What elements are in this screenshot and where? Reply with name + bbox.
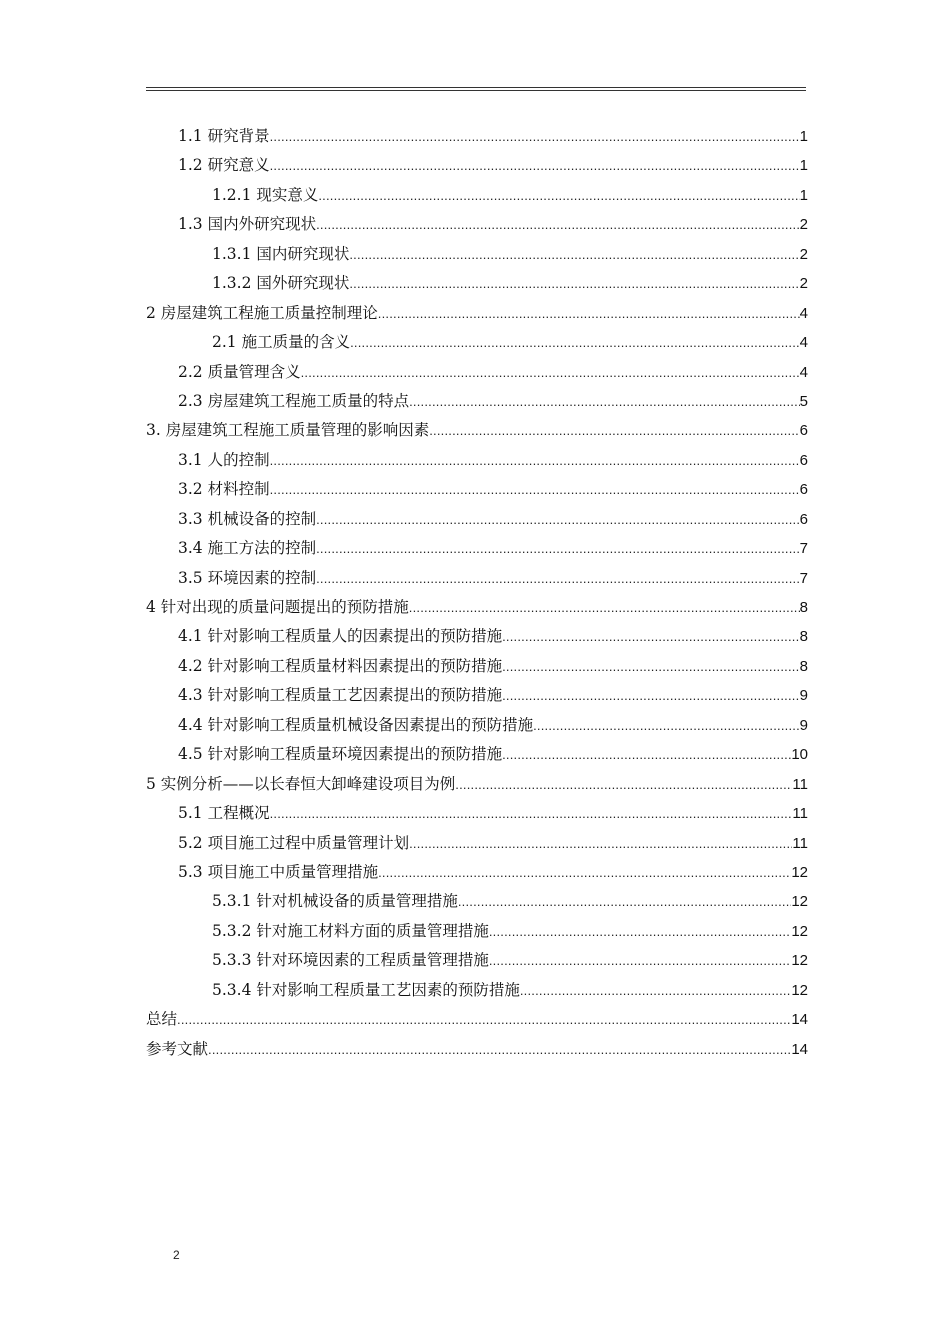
- toc-entry-page: 11: [792, 805, 808, 823]
- toc-dot-leader: [502, 681, 800, 710]
- toc-dot-leader: [316, 210, 800, 239]
- toc-entry-title: 1.2 研究意义: [178, 156, 270, 175]
- toc-entry[interactable]: [146, 210, 808, 239]
- toc-entry[interactable]: [146, 593, 808, 622]
- toc-entry-title: 3. 房屋建筑工程施工质量管理的影响因素: [146, 421, 430, 440]
- toc-dot-leader: [177, 1005, 791, 1034]
- toc-dot-leader: [208, 1035, 791, 1064]
- toc-entry-title: 1.1 研究背景: [178, 127, 270, 145]
- toc-entry[interactable]: [146, 416, 808, 445]
- toc-dot-leader: [455, 770, 792, 799]
- table-of-contents: [146, 122, 808, 1064]
- toc-entry-page: 9: [799, 716, 808, 734]
- toc-entry-title: 3.3 机械设备的控制: [178, 509, 317, 528]
- toc-dot-leader: [533, 711, 800, 740]
- toc-entry-page: 14: [791, 1040, 808, 1058]
- toc-entry[interactable]: [146, 858, 808, 887]
- toc-dot-leader: [270, 151, 800, 180]
- toc-entry-title: 5.3.2 针对施工材料方面的质量管理措施: [212, 921, 489, 940]
- page-number: 2: [173, 1248, 180, 1262]
- toc-entry[interactable]: [146, 328, 808, 357]
- toc-entry-page: 2: [799, 245, 808, 263]
- toc-entry[interactable]: [146, 946, 808, 975]
- toc-entry-title: 4 针对出现的质量问题提出的预防措施: [146, 598, 409, 616]
- toc-dot-leader: [458, 887, 791, 916]
- toc-entry-page: 1: [799, 128, 808, 145]
- toc-entry-title: 3.5 环境因素的控制: [178, 568, 317, 587]
- toc-dot-leader: [378, 299, 800, 328]
- toc-entry-page: 4: [799, 304, 808, 322]
- toc-entry-page: 12: [791, 952, 808, 970]
- toc-dot-leader: [489, 917, 791, 946]
- toc-dot-leader: [316, 564, 800, 593]
- toc-dot-leader: [502, 622, 800, 651]
- toc-entry-page: 8: [799, 657, 808, 675]
- toc-dot-leader: [270, 122, 800, 151]
- toc-entry[interactable]: [146, 151, 808, 180]
- toc-entry-title: 5.3 项目施工中质量管理措施: [178, 862, 379, 881]
- toc-entry-page: 11: [792, 834, 808, 852]
- toc-entry-page: 2: [799, 275, 808, 293]
- toc-entry[interactable]: [146, 799, 808, 828]
- toc-entry-title: 4.1 针对影响工程质量人的因素提出的预防措施: [178, 627, 503, 646]
- toc-dot-leader: [270, 446, 800, 475]
- toc-entry[interactable]: [146, 622, 808, 651]
- toc-entry[interactable]: [146, 534, 808, 563]
- toc-dot-leader: [378, 858, 791, 887]
- toc-entry-title: 5.1 工程概况: [178, 804, 270, 823]
- toc-dot-leader: [270, 799, 793, 828]
- toc-entry-title: 总结: [146, 1010, 178, 1029]
- toc-entry-title: 2 房屋建筑工程施工质量控制理论: [146, 303, 378, 322]
- toc-entry[interactable]: [146, 446, 808, 475]
- toc-dot-leader: [502, 652, 800, 681]
- toc-dot-leader: [409, 593, 800, 622]
- toc-entry-page: 6: [799, 422, 808, 440]
- toc-entry[interactable]: [146, 122, 808, 151]
- toc-dot-leader: [349, 269, 799, 298]
- toc-dot-leader: [350, 328, 800, 357]
- toc-entry-page: 6: [799, 510, 808, 528]
- toc-entry-page: 14: [791, 1011, 808, 1029]
- toc-entry-title: 3.2 材料控制: [178, 480, 270, 499]
- toc-entry[interactable]: [146, 652, 808, 681]
- toc-entry[interactable]: [146, 240, 808, 269]
- toc-entry-page: 1: [799, 186, 808, 204]
- toc-entry-page: 1: [799, 157, 808, 175]
- toc-entry-title: 参考文献: [146, 1039, 209, 1058]
- toc-entry[interactable]: [146, 740, 808, 769]
- toc-entry-page: 8: [799, 628, 808, 646]
- toc-entry-title: 1.2.1 现实意义: [212, 185, 319, 204]
- toc-entry-title: 4.4 针对影响工程质量机械设备因素提出的预防措施: [178, 715, 534, 734]
- toc-entry[interactable]: [146, 711, 808, 740]
- toc-entry[interactable]: [146, 358, 808, 387]
- toc-entry[interactable]: [146, 1005, 808, 1034]
- toc-entry-page: 6: [799, 451, 808, 469]
- toc-entry[interactable]: [146, 1035, 808, 1064]
- toc-entry-title: 5 实例分析——以长春恒大卸峰建设项目为例: [146, 774, 456, 793]
- toc-dot-leader: [349, 240, 799, 269]
- toc-entry[interactable]: [146, 829, 808, 858]
- toc-entry-page: 8: [799, 599, 808, 616]
- toc-entry[interactable]: [146, 976, 808, 1005]
- toc-entry-page: 12: [791, 922, 808, 940]
- toc-entry[interactable]: [146, 269, 808, 298]
- toc-entry-page: 12: [791, 981, 808, 999]
- toc-entry-page: 6: [799, 481, 808, 499]
- toc-entry[interactable]: [146, 887, 808, 916]
- toc-entry-title: 4.5 针对影响工程质量环境因素提出的预防措施: [178, 745, 503, 764]
- toc-dot-leader: [316, 505, 800, 534]
- toc-entry[interactable]: [146, 299, 808, 328]
- toc-entry[interactable]: [146, 770, 808, 799]
- toc-entry-page: 10: [791, 746, 808, 764]
- toc-entry-page: 11: [792, 775, 808, 793]
- toc-entry[interactable]: [146, 564, 808, 593]
- toc-entry-page: 12: [791, 863, 808, 881]
- toc-entry-title: 4.3 针对影响工程质量工艺因素提出的预防措施: [178, 686, 503, 705]
- toc-entry-page: 4: [799, 334, 808, 352]
- toc-entry-page: 2: [799, 216, 808, 234]
- toc-entry-page: 7: [799, 569, 808, 587]
- toc-entry[interactable]: [146, 181, 808, 210]
- toc-entry[interactable]: [146, 475, 808, 504]
- toc-dot-leader: [489, 946, 791, 975]
- toc-entry-title: 1.3.1 国内研究现状: [212, 244, 350, 263]
- toc-entry-title: 5.3.4 针对影响工程质量工艺因素的预防措施: [212, 980, 520, 999]
- toc-entry[interactable]: [146, 917, 808, 946]
- toc-entry-page: 4: [799, 363, 808, 381]
- toc-entry-title: 5.3.1 针对机械设备的质量管理措施: [212, 892, 458, 911]
- toc-entry-page: 7: [799, 540, 808, 558]
- toc-entry-title: 2.1 施工质量的含义: [212, 333, 351, 352]
- toc-dot-leader: [316, 534, 800, 563]
- toc-entry-title: 2.3 房屋建筑工程施工质量的特点: [178, 391, 410, 410]
- toc-dot-leader: [318, 181, 799, 210]
- toc-entry-title: 1.3 国内外研究现状: [178, 215, 317, 234]
- toc-entry-page: 5: [799, 392, 808, 410]
- toc-entry[interactable]: [146, 505, 808, 534]
- toc-entry-title: 4.2 针对影响工程质量材料因素提出的预防措施: [178, 656, 503, 675]
- toc-dot-leader: [502, 740, 791, 769]
- toc-dot-leader: [409, 829, 792, 858]
- toc-dot-leader: [409, 387, 800, 416]
- toc-entry-title: 1.3.2 国外研究现状: [212, 274, 350, 293]
- toc-entry[interactable]: [146, 681, 808, 710]
- toc-entry-title: 5.2 项目施工过程中质量管理计划: [178, 833, 410, 852]
- toc-entry-title: 3.1 人的控制: [178, 450, 270, 469]
- toc-entry-page: 9: [799, 687, 808, 705]
- toc-entry-title: 5.3.3 针对环境因素的工程质量管理措施: [212, 951, 489, 970]
- toc-dot-leader: [429, 416, 799, 445]
- toc-dot-leader: [270, 475, 800, 504]
- toc-dot-leader: [520, 976, 791, 1005]
- toc-entry-title: 2.2 质量管理含义: [178, 362, 301, 381]
- toc-dot-leader: [301, 358, 800, 387]
- toc-entry-page: 12: [791, 893, 808, 911]
- header-rule: [146, 87, 806, 91]
- toc-entry[interactable]: [146, 387, 808, 416]
- toc-entry-title: 3.4 施工方法的控制: [178, 539, 317, 558]
